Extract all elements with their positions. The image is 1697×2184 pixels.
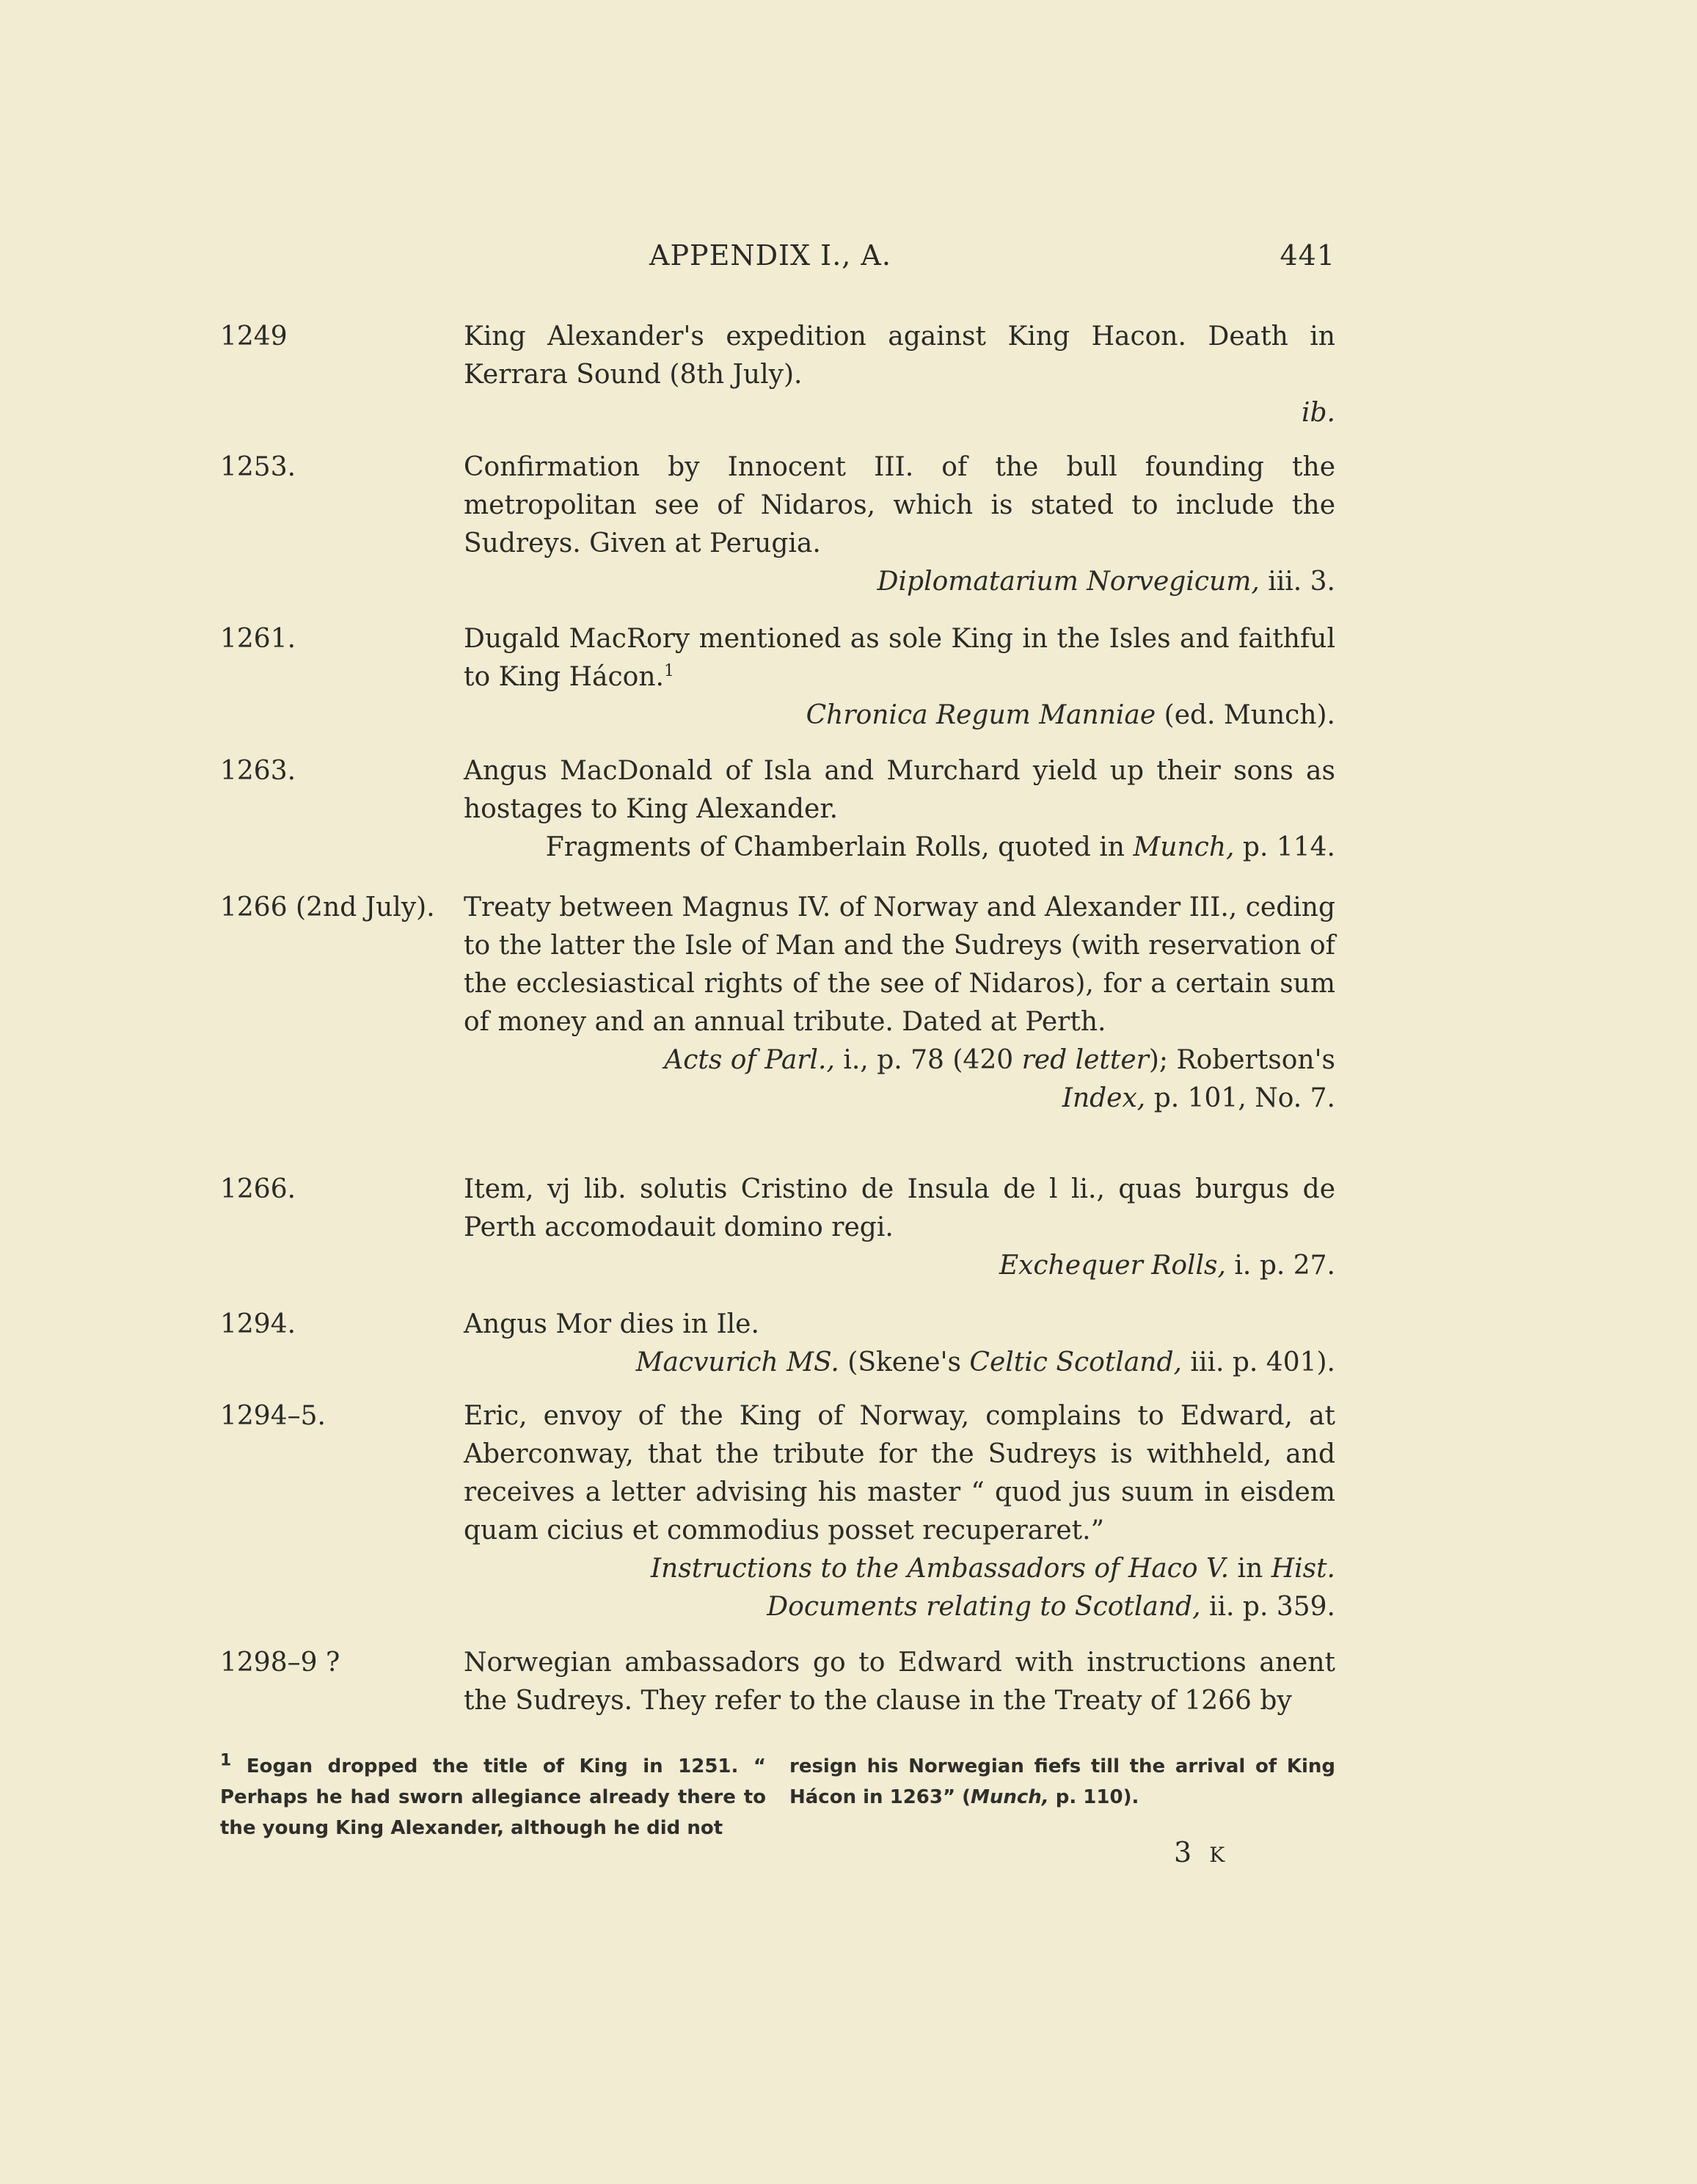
running-header	[220, 239, 1335, 280]
printer-signature	[1174, 1836, 1229, 1868]
page-header-title: APPENDIX I., A.	[649, 239, 891, 272]
entry-body	[464, 1306, 1335, 1382]
entry-text-content: Dugald MacRory mentioned as sole King in the Isles and faithful to King Hácon.	[464, 624, 1335, 692]
entry-date: 1266.	[220, 1174, 296, 1204]
citation-source: Macvurich MS.	[635, 1347, 839, 1377]
citation-reference: p. 114.	[1234, 832, 1335, 862]
citation-reference: ii. p. 359.	[1200, 1592, 1335, 1622]
page-number: 441	[1280, 239, 1335, 272]
citation-reference: iii. p. 401).	[1181, 1347, 1335, 1377]
citation-reference: p. 101, No. 7.	[1145, 1083, 1335, 1113]
citation-detail: (Skene's	[839, 1347, 970, 1377]
signature-number: 3	[1174, 1836, 1197, 1868]
entry-text: Angus MacDonald of Isla and Murchard yield up their sons as hostages to King Alexander.	[464, 756, 1335, 824]
entry-date: 1249	[220, 321, 288, 352]
citation-note: red letter	[1021, 1045, 1149, 1075]
entry-text: Norwegian ambassadors go to Edward with instructions anent the Sudreys. They refer to the clause in the Treaty of 1266 by	[464, 1648, 1335, 1716]
entry-citation	[464, 1344, 1335, 1382]
entry-citation	[464, 1041, 1335, 1118]
citation-prefix: Fragments of Chamberlain Rolls, quoted in	[545, 832, 1134, 862]
citation-source: Acts of Parl.,	[664, 1045, 835, 1075]
citation-detail-2: ); Robertson's	[1148, 1045, 1335, 1075]
citation-source-2: Celtic Scotland,	[969, 1347, 1182, 1377]
entry-body	[464, 752, 1335, 867]
footnote-column-right	[789, 1751, 1335, 1813]
entry-body	[464, 1171, 1335, 1285]
entry-text: King Alexander's expedition against King Hacon. Death in Kerrara Sound (8th July).	[464, 321, 1335, 390]
citation-source: Chronica Regum Manniae	[806, 700, 1156, 730]
citation-source: Instructions to the Ambassadors of Haco V.	[650, 1554, 1230, 1584]
entry-body	[464, 448, 1335, 601]
entry-citation	[464, 563, 1335, 601]
footnote-source: Munch,	[971, 1786, 1049, 1808]
entry-text: Confirmation by Innocent III. of the bull founding the metropolitan see of Nidaros, which is stated to include the Sudreys. Given at Perugia.	[464, 452, 1335, 558]
entry-citation	[464, 696, 1335, 735]
citation-detail: in	[1229, 1554, 1271, 1584]
entry-body	[464, 889, 1335, 1118]
citation-source: Munch,	[1133, 832, 1235, 862]
entry-body	[464, 1397, 1335, 1626]
entry-date: 1253.	[220, 452, 296, 482]
entry-date: 1294.	[220, 1309, 296, 1339]
entry-date: 1261.	[220, 624, 296, 654]
footnote-reference: p. 110).	[1048, 1786, 1139, 1808]
entry-citation	[464, 394, 1335, 432]
citation-reference: (ed. Munch).	[1156, 700, 1335, 730]
footnote-text-continued: resign his Norwegian fiefs till the arrival of King Hácon in 1263” (	[789, 1755, 1335, 1808]
entry-text: Item, vj lib. solutis Cristino de Insula de l li., quas burgus de Perth accomodauit domino regi.	[464, 1174, 1335, 1242]
citation-source-2: Index,	[1062, 1083, 1146, 1113]
citation-source: Diplomatarium Norvegicum,	[877, 567, 1260, 597]
entry-text: Angus Mor dies in Ile.	[464, 1309, 759, 1339]
footnote-marker[interactable]: 1	[664, 662, 674, 680]
footnote-number: 1	[220, 1751, 232, 1770]
citation-note: Hist.	[1271, 1554, 1335, 1584]
signature-letter: K	[1209, 1843, 1230, 1867]
entry-date: 1298–9 ?	[220, 1648, 340, 1678]
entry-body	[464, 318, 1335, 432]
entry-citation	[464, 1247, 1335, 1285]
footnote-text: Eogan dropped the title of King in 1251. “ Perhaps he had sworn allegiance already there to the young King Alexander, although he did not	[220, 1755, 766, 1839]
citation-detail: i., p. 78 (420	[834, 1045, 1022, 1075]
entry-text: Treaty between Magnus IV. of Norway and Alexander III., ceding to the latter the Isle of Man and the Sudreys (with reservation of the ecclesiastical rights of the see of Nidaros), for a certain sum of money and an annual tribute. Dated at Perth.	[464, 892, 1335, 1037]
entry-text: Eric, envoy of the King of Norway, complains to Edward, at Aberconway, that the tribute for the Sudreys is withheld, and receives a letter advising his master “ quod jus suum in eisdem quam cicius et commodius posset recuperaret.”	[464, 1401, 1335, 1546]
citation-source-2: Documents relating to Scotland,	[767, 1592, 1201, 1622]
entry-date: 1266 (2nd July).	[220, 892, 435, 922]
citation-reference: i. p. 27.	[1225, 1251, 1335, 1281]
citation-source: ib.	[1301, 398, 1335, 428]
citation-reference: iii. 3.	[1259, 567, 1335, 597]
entry-date: 1294–5.	[220, 1401, 326, 1431]
entry-citation	[464, 829, 1335, 867]
entry-text	[464, 620, 1335, 696]
citation-source: Exchequer Rolls,	[999, 1251, 1226, 1281]
entry-body	[464, 1644, 1335, 1720]
footnote-column-left	[220, 1751, 766, 1843]
entry-body	[464, 620, 1335, 735]
entry-date: 1263.	[220, 756, 296, 786]
entry-citation	[464, 1550, 1335, 1626]
